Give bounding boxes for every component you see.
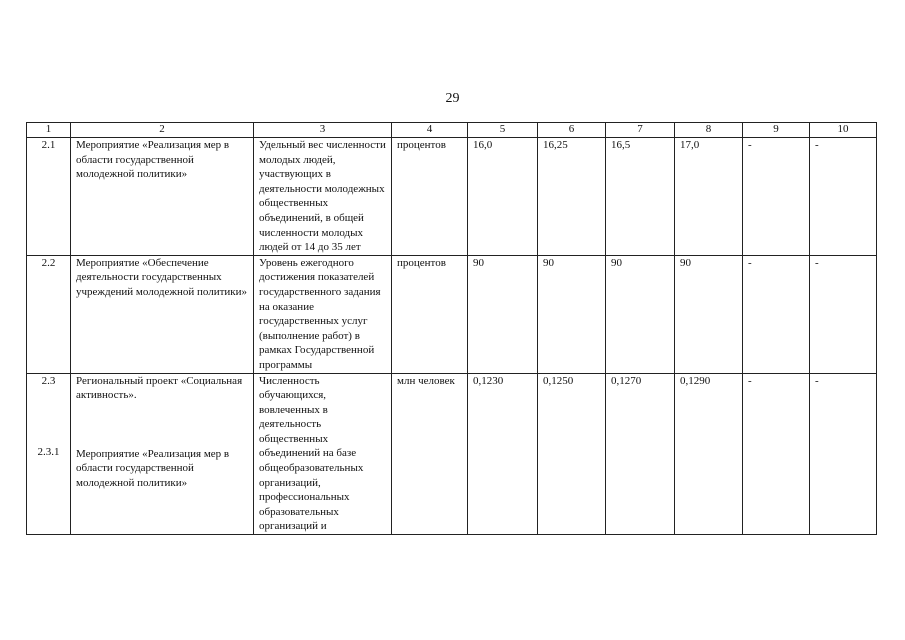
value-col9: - bbox=[743, 373, 810, 534]
value-col9: - bbox=[743, 138, 810, 256]
header-cell: 7 bbox=[606, 123, 675, 138]
page-number: 29 bbox=[445, 91, 460, 106]
header-cell: 6 bbox=[538, 123, 606, 138]
row-number: 2.3 bbox=[41, 374, 56, 387]
indicator-name: Уровень ежегодного достижения показателей государственного задания на оказание государственных услуг (выполнение работ) в рамках Государственной программы bbox=[254, 255, 392, 373]
value-col9: - bbox=[743, 255, 810, 373]
header-cell: 2 bbox=[71, 123, 254, 138]
value-col7: 16,5 bbox=[606, 138, 675, 256]
sub-row-number: 2.3.1 bbox=[37, 446, 60, 459]
value-col10: - bbox=[810, 373, 877, 534]
unit: млн человек bbox=[392, 373, 468, 534]
value-col7: 0,1270 bbox=[606, 373, 675, 534]
header-cell: 8 bbox=[675, 123, 743, 138]
row-number: 2.2 bbox=[27, 255, 71, 373]
value-col10: - bbox=[810, 138, 877, 256]
indicator-name: Численность обучающихся, вовлеченных в деятельность общественных объединений на базе общеобразовательных организаций, профессиональных образовательных организаций и bbox=[259, 374, 364, 533]
header-cell: 5 bbox=[468, 123, 538, 138]
header-cell: 3 bbox=[254, 123, 392, 138]
value-col10: - bbox=[810, 255, 877, 373]
value-col8: 17,0 bbox=[675, 138, 743, 256]
value-col5: 16,0 bbox=[468, 138, 538, 256]
event-name: Мероприятие «Реализация мер в области государственной молодежной политики» bbox=[71, 138, 254, 256]
value-col6: 90 bbox=[538, 255, 606, 373]
value-col6: 0,1250 bbox=[538, 373, 606, 534]
indicator-name: Удельный вес численности молодых людей, участвующих в деятельности молодежных общественных объединений, в общей численности молодых людей от 14 до 35 лет bbox=[254, 138, 392, 256]
indicator-cell bbox=[254, 373, 392, 534]
event-name-cell bbox=[71, 373, 254, 534]
value-col8: 0,1290 bbox=[675, 373, 743, 534]
value-col7: 90 bbox=[606, 255, 675, 373]
indicators-table bbox=[26, 122, 877, 535]
header-cell: 4 bbox=[392, 123, 468, 138]
value-col8: 90 bbox=[675, 255, 743, 373]
table-row bbox=[27, 373, 877, 534]
value-col5: 90 bbox=[468, 255, 538, 373]
row-number-cell bbox=[27, 373, 71, 534]
sub-event-name: Мероприятие «Реализация мер в области государственной молодежной политики» bbox=[76, 447, 230, 489]
header-row bbox=[27, 123, 877, 138]
event-name: Мероприятие «Обеспечение деятельности государственных учреждений молодежной политики» bbox=[71, 255, 254, 373]
regional-project-name: Региональный проект «Социальная активность». bbox=[76, 374, 243, 402]
value-col5: 0,1230 bbox=[468, 373, 538, 534]
row-number: 2.1 bbox=[27, 138, 71, 256]
header-cell: 1 bbox=[27, 123, 71, 138]
header-cell: 9 bbox=[743, 123, 810, 138]
table-row bbox=[27, 138, 877, 256]
value-col6: 16,25 bbox=[538, 138, 606, 256]
unit: процентов bbox=[392, 255, 468, 373]
unit: процентов bbox=[392, 138, 468, 256]
header-cell: 10 bbox=[810, 123, 877, 138]
table-row bbox=[27, 255, 877, 373]
